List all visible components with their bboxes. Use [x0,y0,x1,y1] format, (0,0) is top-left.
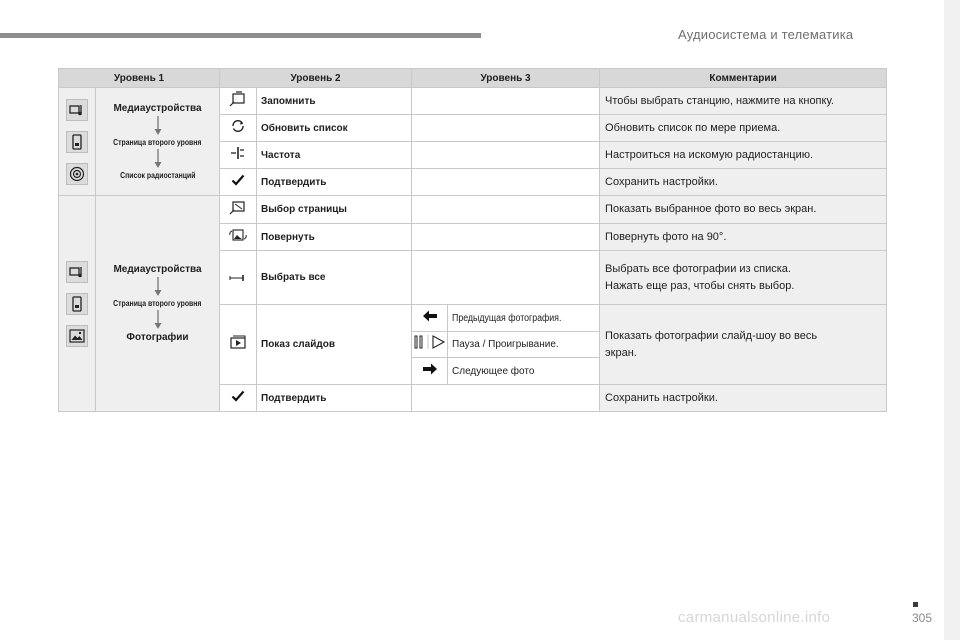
arrow-down-icon [154,116,162,136]
level3-empty [412,169,600,196]
row-comment: Сохранить настройки. [600,169,887,196]
group2-level2 [96,196,220,412]
sub-label: Следующее фото [448,358,600,385]
row-comment: Настроиться на искомую радиостанцию. [600,142,887,169]
row-label: Повернуть [257,224,412,251]
sub-label: Предыдущая фотография. [448,305,600,332]
level3-empty [412,251,600,305]
row-comment [600,251,887,305]
table-row [59,196,887,224]
group1-level2-title: Медиаустройства [113,103,202,114]
level3-empty [412,385,600,412]
group2-level2-sub1: Страница второго уровня [113,299,202,308]
page-number: 305 [912,611,933,625]
row-comment: Показать выбранное фото во весь экран. [600,196,887,224]
group2-level2-title: Медиаустройства [113,264,202,275]
media-icon [66,261,88,283]
phone-icon [66,293,88,315]
slideshow-icon [220,305,257,385]
row-label: Подтвердить [257,385,412,412]
media-icon [66,99,88,121]
menu-table [58,68,887,412]
row-comment-line: Нажать еще раз, чтобы снять выбор. [605,279,795,292]
level3-empty [412,88,600,115]
row-label: Частота [257,142,412,169]
group2-level1-icons [59,196,96,412]
section-title: Аудиосистема и телематика [678,27,854,42]
select-all-icon [220,251,257,305]
level3-empty [412,196,600,224]
arrow-right-icon [412,358,448,385]
row-label: Запомнить [257,88,412,115]
row-comment: Сохранить настройки. [600,385,887,412]
arrow-down-icon [154,310,162,330]
arrow-down-icon [154,149,162,169]
table-row [59,88,887,115]
check-icon [220,169,257,196]
group1-level2 [96,88,220,196]
level3-empty [412,224,600,251]
check-icon [220,385,257,412]
row-label: Подтвердить [257,169,412,196]
level3-empty [412,142,600,169]
group2-level2-sub2: Фотографии [126,332,189,343]
pause-play-icon [412,332,448,358]
row-comment: Повернуть фото на 90°. [600,224,887,251]
phone-icon [66,131,88,153]
col-header-level2: Уровень 2 [220,69,412,88]
row-comment-line: Выбрать все фотографии из списка. [605,262,791,275]
arrow-down-icon [154,277,162,297]
row-comment: Обновить список по мере приема. [600,115,887,142]
row-label: Показ слайдов [257,305,412,385]
group1-level2-sub2: Список радиостанций [119,171,196,180]
photo-icon [66,325,88,347]
row-comment-line: Показать фотографии слайд-шоу во весь [605,329,818,342]
rotate-icon [220,224,257,251]
row-comment-line: экран. [605,346,637,359]
watermark: carmanualsonline.info [678,609,831,626]
col-header-level3: Уровень 3 [412,69,600,88]
sub-label: Пауза / Проигрывание. [448,332,600,358]
top-divider-bar [0,33,481,38]
row-label: Выбор страницы [257,196,412,224]
arrow-left-icon [412,305,448,332]
row-label: Обновить список [257,115,412,142]
group1-level2-sub1: Страница второго уровня [113,138,202,147]
row-comment: Чтобы выбрать станцию, нажмите на кнопку. [600,88,887,115]
row-label: Выбрать все [257,251,412,305]
page-marker [913,602,918,607]
page-select-icon [220,196,257,224]
group1-level1-icons [59,88,96,196]
refresh-icon [220,115,257,142]
radio-icon [66,163,88,185]
col-header-comments: Комментарии [600,69,887,88]
level3-empty [412,115,600,142]
page-edge-strip [944,0,960,640]
frequency-icon [220,142,257,169]
row-comment [600,305,887,385]
table-header-row [59,69,887,88]
memory-icon [220,88,257,115]
col-header-level1: Уровень 1 [59,69,220,88]
